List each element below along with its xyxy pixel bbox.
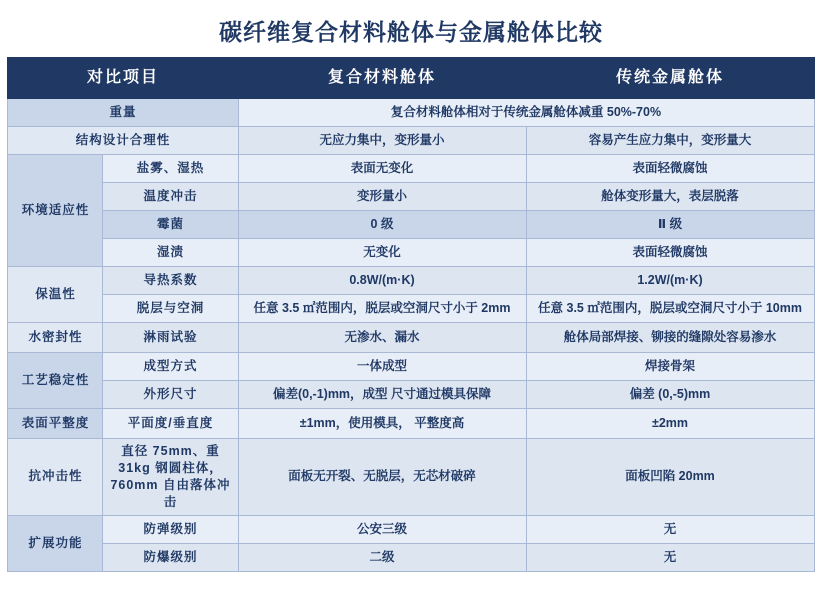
row-value-weight: 复合材料舱体相对于传统金属舱体减重 50%-70% xyxy=(238,99,814,127)
sub-label-explosionproof-level: 防爆级别 xyxy=(103,543,238,571)
table-row xyxy=(8,295,814,323)
sub-label-planarity: 平面度/垂直度 xyxy=(103,409,238,439)
row-composite-conductivity: 0.8W/(m·K) xyxy=(238,267,526,295)
row-metal-delamination: 任意 3.5 ㎡范围内，脱层或空洞尺寸小于 10mm xyxy=(526,295,814,323)
row-composite-explosionproof-level: 二级 xyxy=(238,543,526,571)
row-composite-forming-method: 一体成型 xyxy=(238,353,526,381)
sub-label-bulletproof-level: 防弹级别 xyxy=(103,515,238,543)
header-cell-item: 对比项目 xyxy=(8,58,238,99)
row-metal-temperature-shock: 舱体变形量大，表层脱落 xyxy=(526,183,814,211)
table-row xyxy=(8,409,814,439)
row-metal-conductivity: 1.2W/(m·K) xyxy=(526,267,814,295)
row-label-flatness: 表面平整度 xyxy=(8,409,103,439)
header-cell-composite: 复合材料舱体 xyxy=(238,58,526,99)
table-row xyxy=(8,439,814,516)
row-composite-temperature-shock: 变形量小 xyxy=(238,183,526,211)
row-label-impact-resistance: 抗冲击性 xyxy=(8,439,103,516)
table-row xyxy=(8,155,814,183)
row-label-watertightness: 水密封性 xyxy=(8,323,103,353)
row-metal-explosionproof-level: 无 xyxy=(526,543,814,571)
sub-label-delamination: 脱层与空洞 xyxy=(103,295,238,323)
sub-label-impact-test: 直径 75mm、重 31kg 钢圆柱体，760mm 自由落体冲击 xyxy=(103,439,238,516)
table-header-row xyxy=(8,58,814,99)
row-metal-forming-method: 焊接骨架 xyxy=(526,353,814,381)
sub-label-temperature-shock: 温度冲击 xyxy=(103,183,238,211)
row-composite-salt-spray: 表面无变化 xyxy=(238,155,526,183)
sub-label-outer-dimension: 外形尺寸 xyxy=(103,381,238,409)
row-composite-planarity: ±1mm，使用模具， 平整度高 xyxy=(238,409,526,439)
row-composite-mold: 0 级 xyxy=(238,211,526,239)
sub-label-forming-method: 成型方式 xyxy=(103,353,238,381)
table-row xyxy=(8,183,814,211)
sub-label-rain-test: 淋雨试验 xyxy=(103,323,238,353)
row-metal-structure: 容易产生应力集中，变形量大 xyxy=(526,127,814,155)
row-label-weight: 重量 xyxy=(8,99,238,127)
table-row xyxy=(8,211,814,239)
table-row xyxy=(8,323,814,353)
row-composite-rain-test: 无渗水、漏水 xyxy=(238,323,526,353)
sub-label-damp: 湿渍 xyxy=(103,239,238,267)
row-composite-damp: 无变化 xyxy=(238,239,526,267)
table-row xyxy=(8,515,814,543)
table-row xyxy=(8,99,814,127)
row-composite-delamination: 任意 3.5 ㎡范围内，脱层或空洞尺寸小于 2mm xyxy=(238,295,526,323)
row-composite-bulletproof-level: 公安三级 xyxy=(238,515,526,543)
row-metal-mold: Ⅱ 级 xyxy=(526,211,814,239)
header-cell-metal: 传统金属舱体 xyxy=(526,58,814,99)
row-label-extended-function: 扩展功能 xyxy=(8,515,103,571)
row-metal-outer-dimension: 偏差 (0,-5)mm xyxy=(526,381,814,409)
table-row xyxy=(8,239,814,267)
sub-label-conductivity: 导热系数 xyxy=(103,267,238,295)
row-metal-damp: 表面轻微腐蚀 xyxy=(526,239,814,267)
row-composite-impact-test: 面板无开裂、无脱层，无芯材破碎 xyxy=(238,439,526,516)
table-row xyxy=(8,267,814,295)
table-row xyxy=(8,543,814,571)
row-label-environment: 环境适应性 xyxy=(8,155,103,267)
row-metal-salt-spray: 表面轻微腐蚀 xyxy=(526,155,814,183)
table-row xyxy=(8,381,814,409)
row-composite-outer-dimension: 偏差(0,-1)mm，成型 尺寸通过模具保障 xyxy=(238,381,526,409)
row-label-structure: 结构设计合理性 xyxy=(8,127,238,155)
table-row xyxy=(8,353,814,381)
sub-label-mold: 霉菌 xyxy=(103,211,238,239)
row-composite-structure: 无应力集中，变形量小 xyxy=(238,127,526,155)
row-metal-planarity: ±2mm xyxy=(526,409,814,439)
comparison-table xyxy=(7,57,814,572)
page-title: 碳纤维复合材料舱体与金属舱体比较 xyxy=(219,19,603,45)
row-label-process-stability: 工艺稳定性 xyxy=(8,353,103,409)
row-metal-rain-test: 舱体局部焊接、铆接的缝隙处容易渗水 xyxy=(526,323,814,353)
sub-label-salt-spray: 盐雾、湿热 xyxy=(103,155,238,183)
row-metal-impact-test: 面板凹陷 20mm xyxy=(526,439,814,516)
row-metal-bulletproof-level: 无 xyxy=(526,515,814,543)
table-row xyxy=(8,127,814,155)
row-label-insulation: 保温性 xyxy=(8,267,103,323)
